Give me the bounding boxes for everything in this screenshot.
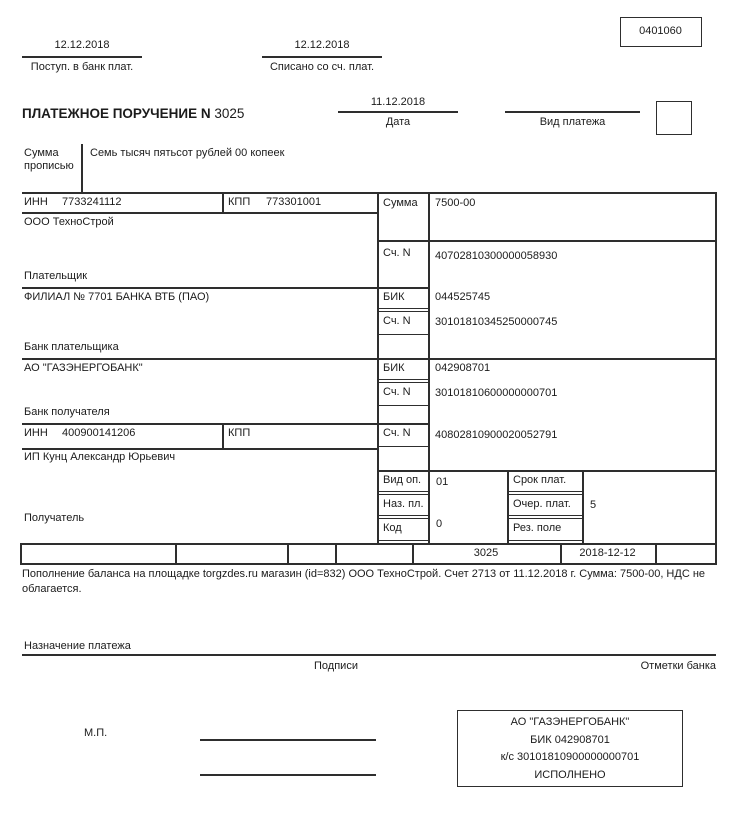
table-border-right (715, 192, 717, 565)
written-off-date-rule (262, 56, 382, 58)
bank-marks-label: Отметки банка (640, 660, 716, 672)
purpose-label: Назначение платежа (24, 640, 131, 652)
payer-inn-value: 7733241112 (62, 196, 122, 208)
signature-line-1 (200, 739, 376, 741)
payer-account-value: 40702810300000058930 (435, 250, 558, 262)
strip-cell-date: 2018-12-12 (579, 547, 636, 559)
amount-label: Сумма (383, 197, 418, 209)
op-order-value: 5 (590, 499, 597, 511)
strip-divider-0 (20, 543, 22, 564)
table-rule-under-payee-inn (22, 448, 377, 450)
op-kind-label: Вид оп. (377, 470, 429, 492)
op-block-divider-2 (582, 470, 584, 543)
strip-divider-6 (655, 543, 657, 564)
payer-bank-role-label: Банк плательщика (24, 341, 119, 353)
form-code: 0401060 (639, 25, 682, 37)
strip-divider-2 (287, 543, 289, 564)
purpose-rule (22, 654, 716, 656)
payee-kpp-label: КПП (228, 427, 251, 439)
payee-inn-label: ИНН (24, 427, 48, 439)
written-off-date-label: Списано со сч. плат. (269, 61, 375, 73)
table-rule-under-payer (22, 287, 428, 289)
payer-kpp-value: 773301001 (266, 196, 322, 208)
document-date-value: 11.12.2018 (370, 96, 426, 108)
payee-name: ИП Кунц Александр Юрьевич (24, 451, 176, 463)
payee-inn-value: 400900141206 (62, 427, 136, 439)
op-purpose-label: Наз. пл. (377, 494, 429, 516)
payee-bank-corr-value: 30101810600000000701 (435, 387, 558, 399)
payee-bank-corr-label: Сч. N (377, 382, 429, 406)
payee-role-label: Получатель (24, 512, 85, 524)
op-term-label: Срок плат. (507, 470, 583, 492)
stamp-corr-account: к/с 30101810900000000701 (500, 751, 640, 764)
signatures-label: Подписи (314, 660, 358, 672)
purpose-text: Пополнение баланса на площадке torgzdes.ru магазин (id=832) ООО ТехноСтрой. Счет 2713 от 11.12.2018 г. Сумма: 7500-00, НДС не облагается. (22, 568, 706, 595)
strip-rule-bottom (20, 563, 717, 565)
amount-words-value: Семь тысяч пятьсот рублей 00 копеек (90, 147, 285, 159)
received-date-rule (22, 56, 142, 58)
payer-inn-label: ИНН (24, 196, 48, 208)
payee-bank-bik-label: БИК (377, 358, 429, 380)
table-rule-under-payee-bank (22, 423, 428, 425)
op-code-label: Код (377, 518, 429, 541)
payee-account-value: 40802810900020052791 (435, 429, 558, 441)
payer-bank-bik-label: БИК (377, 287, 429, 309)
document-date-label: Дата (385, 116, 411, 128)
payee-bank-role-label: Банк получателя (24, 406, 110, 418)
payer-inn-kpp-divider (222, 192, 224, 213)
table-rule-under-payer-bank (22, 358, 716, 360)
table-rule-top (22, 192, 716, 194)
table-rule-under-inn (22, 212, 377, 214)
payer-bank-name: ФИЛИАЛ № 7701 БАНКА ВТБ (ПАО) (24, 291, 210, 303)
strip-divider-3 (335, 543, 337, 564)
mp-label: М.П. (84, 727, 108, 739)
payment-kind-label: Вид платежа (539, 116, 606, 128)
op-kind-value: 01 (436, 476, 449, 488)
payment-kind-rule (505, 111, 640, 113)
amount-words-divider (81, 144, 83, 193)
payer-bank-corr-label: Сч. N (377, 311, 429, 335)
payer-bank-bik-value: 044525745 (435, 291, 491, 303)
amount-words-label-line2: прописью (24, 160, 74, 172)
received-date-value: 12.12.2018 (54, 39, 110, 51)
strip-divider-1 (175, 543, 177, 564)
payer-bank-corr-value: 30101810345250000745 (435, 316, 558, 328)
bank-stamp (457, 710, 683, 787)
payer-kpp-label: КПП (228, 196, 251, 208)
payer-account-label: Сч. N (383, 247, 411, 259)
document-number: 3025 (214, 106, 245, 121)
payer-role-label: Плательщик (24, 270, 88, 282)
payee-account-label: Сч. N (377, 423, 429, 447)
written-off-date-value: 12.12.2018 (294, 39, 350, 51)
strip-cell-number: 3025 (473, 547, 499, 559)
received-date-label: Поступ. в банк плат. (30, 61, 134, 73)
stamp-bank-name: АО "ГАЗЭНЕРГОБАНК" (510, 716, 630, 729)
op-code-value: 0 (436, 518, 443, 530)
op-reserve-label: Рез. поле (507, 518, 583, 541)
stamp-status: ИСПОЛНЕНО (534, 768, 606, 781)
payer-name: ООО ТехноСтрой (24, 216, 114, 228)
signature-line-2 (200, 774, 376, 776)
payee-inn-kpp-divider (222, 423, 224, 449)
amount-words-label-line1: Сумма (24, 147, 59, 159)
stamp-bik: БИК 042908701 (530, 733, 610, 746)
form-code-box (620, 17, 702, 47)
payee-bank-name: АО "ГАЗЭНЕРГОБАНК" (24, 362, 143, 374)
document-title-text: ПЛАТЕЖНОЕ ПОРУЧЕНИЕ N (22, 106, 211, 121)
payment-kind-box (656, 101, 692, 135)
payee-bank-bik-value: 042908701 (435, 362, 491, 374)
strip-rule-top (20, 543, 717, 545)
document-title (22, 106, 244, 122)
document-date-rule (338, 111, 458, 113)
op-order-label: Очер. плат. (507, 494, 583, 516)
amount-value: 7500-00 (435, 197, 476, 209)
